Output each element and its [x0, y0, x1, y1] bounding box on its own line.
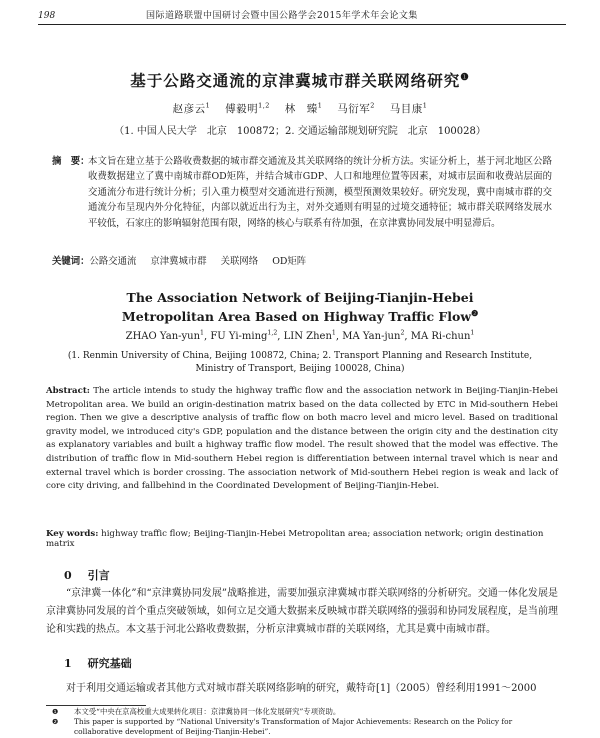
- running-title: 国际道路联盟中国研讨会暨中国公路学会2015年学术年会论文集: [146, 11, 418, 21]
- author-name: MA Yan-jun: [342, 331, 401, 342]
- english-title: [0, 288, 600, 326]
- keyword: OD矩阵: [272, 256, 307, 267]
- author-affiliation-mark: 1: [317, 101, 323, 110]
- footnote-text: 本文受“中央在京高校重大成果转化项目：京津冀协同一体化发展研究”专项资助。: [74, 707, 341, 716]
- keyword: 关联网络: [220, 256, 259, 267]
- introduction-paragraph: “京津冀一体化”和“京津冀协同发展”战略推进，需要加强京津冀城市群关联网络的分析研究。交通一体化发展是京津冀协同发展的首个重点突破领域，如何立足交通大数据来反映城市群关联网络的强弱和协同发展程度，是当前理论和实践的热点。本文基于河北公路收费数据，分析京津冀城市群的关联网络，尤其是冀中南城市群。: [46, 588, 558, 635]
- footnote-mark: ❶: [52, 708, 59, 716]
- english-abstract-label: Abstract:: [46, 386, 90, 396]
- author-name: 傅毅明: [225, 103, 259, 115]
- chinese-keywords: [52, 253, 552, 267]
- english-abstract-body: The article intends to study the highway traffic flow and the association network in Beijing-Tianjin-Hebei Metropolitan area. We build an origin-destination matrix based on the data collected by ETC in Mid-southern Hebei region. Then we give a descriptive analysis of traffic flow on both macro level and micro level. Based on traditional gravity model, we introduced city's GDP, population and the distance between the origin city and the destination city as explanatory variables and built a highway traffic flow model. The result showed that the model was effective. The distribution of traffic flow in Mid-southern Hebei region is differentiation between internal travel which is near and external travel which is border crossing. The association network of Mid-southern Hebei region is weak and lack of core city driving, and fallbehind in the Coordinated Development of Beijing-Tianjin-Hebei.: [46, 386, 558, 492]
- author-affiliation-mark: 1: [470, 329, 475, 337]
- english-keywords: [46, 529, 558, 549]
- english-abstract: [46, 385, 558, 494]
- author-name: 赵彦云: [172, 103, 206, 115]
- page-number: 198: [38, 11, 56, 21]
- author-name: LIN Zhen: [283, 331, 332, 342]
- section-heading-introduction: [64, 567, 110, 583]
- section-heading-research-basis: [64, 655, 132, 671]
- author-name: 马目康: [389, 103, 423, 115]
- author-affiliation-mark: 1: [200, 329, 204, 337]
- abstract-body: 本文旨在建立基于公路收费数据的城市群交通流及其关联网络的统计分析方法。实证分析上，基于河北地区公路收费数据建立了冀中南城市群OD矩阵，并结合城市GDP、人口和地理位置等因素，对城市层面和收费站层面的交通流分布进行统计分析；引入重力模型对交通流进行预测，模型预测效果较好。研究发现，冀中南城市群的交通流分布呈现内外分化特征，内部以就近出行为主，对外交通则有明显的过境交通特征；城市群关联网络发展水平较低，石家庄的影响辐射范围有限，网络的核心与联系有待加强，在京津冀协同发展中明显滞后。: [88, 156, 552, 229]
- chinese-title-text: 基于公路交通流的京津冀城市群关联网络研究: [130, 71, 461, 90]
- author-affiliation-mark: 1: [331, 329, 336, 337]
- chinese-abstract: [52, 154, 552, 231]
- chinese-authors: [0, 101, 600, 116]
- author-name: MA Ri-chun: [410, 331, 471, 342]
- section-title: 引言: [87, 569, 110, 582]
- chinese-affiliation: （1. 中国人民大学 北京 100872；2. 交通运输部规划研究院 北京 100028）: [114, 126, 486, 137]
- footnote: [46, 707, 558, 717]
- chinese-title: [0, 69, 600, 91]
- footnote-text: This paper is supported by “National University's Transformation of Major Achievements: Research on the Policy for collaborative development of Beijing-Tianjin-Hebei”.: [74, 717, 513, 736]
- english-title-line1: The Association Network of Beijing-Tianjin-Hebei: [126, 290, 474, 305]
- author-name: 马衍军: [337, 103, 371, 115]
- footnote-divider: [46, 705, 146, 706]
- footnote: [46, 717, 558, 737]
- keywords-label: 关键词：: [52, 256, 90, 267]
- keyword: 京津冀城市群: [150, 256, 207, 267]
- english-keywords-text: highway traffic flow; Beijing-Tianjin-Hebei Metropolitan area; association network; origin destination matrix: [46, 529, 544, 549]
- section-number: 0: [64, 569, 72, 582]
- english-affiliation: (1. Renmin University of China, Beijing 100872, China; 2. Transport Planning and Research Institute, Ministry of Transport, Beijing 100028, China): [67, 351, 533, 374]
- section-number: 1: [64, 657, 72, 670]
- author-name: FU Yi-ming: [210, 331, 268, 342]
- running-header: [38, 8, 566, 25]
- abstract-label: 摘 要：: [52, 156, 90, 167]
- english-title-footnote-mark: ❷: [471, 308, 479, 318]
- author-affiliation-mark: 2: [400, 329, 405, 337]
- english-title-line2: Metropolitan Area Based on Highway Traffic Flow: [121, 309, 472, 324]
- section-title: 研究基础: [87, 657, 132, 670]
- author-affiliation-mark: 1: [205, 101, 211, 110]
- title-footnote-mark: ❶: [460, 71, 470, 83]
- author-affiliation-mark: 2: [370, 101, 375, 110]
- author-name: ZHAO Yan-yun: [125, 331, 201, 342]
- english-keywords-label: Key words:: [46, 529, 99, 539]
- keyword: 公路交通流: [89, 256, 137, 267]
- english-authors: ZHAO Yan-yun$^1$, FU Yi-ming$^{1,2}$, LIN Zhen$^1$, MA Yan-jun$^2$, MA Ri-chun$^1$: [125, 329, 475, 342]
- author-affiliation-mark: 1: [422, 101, 428, 110]
- author-affiliation-mark: 1,2: [267, 329, 278, 337]
- research-basis-paragraph: 对于利用交通运输或者其他方式对城市群关联网络影响的研究，戴特奇[1]（2005）曾经利用1991～2000: [66, 683, 537, 694]
- author-affiliation-mark: 1,2: [258, 101, 270, 110]
- footnote-mark: ❷: [52, 718, 59, 726]
- author-name: 林 臻: [284, 103, 318, 115]
